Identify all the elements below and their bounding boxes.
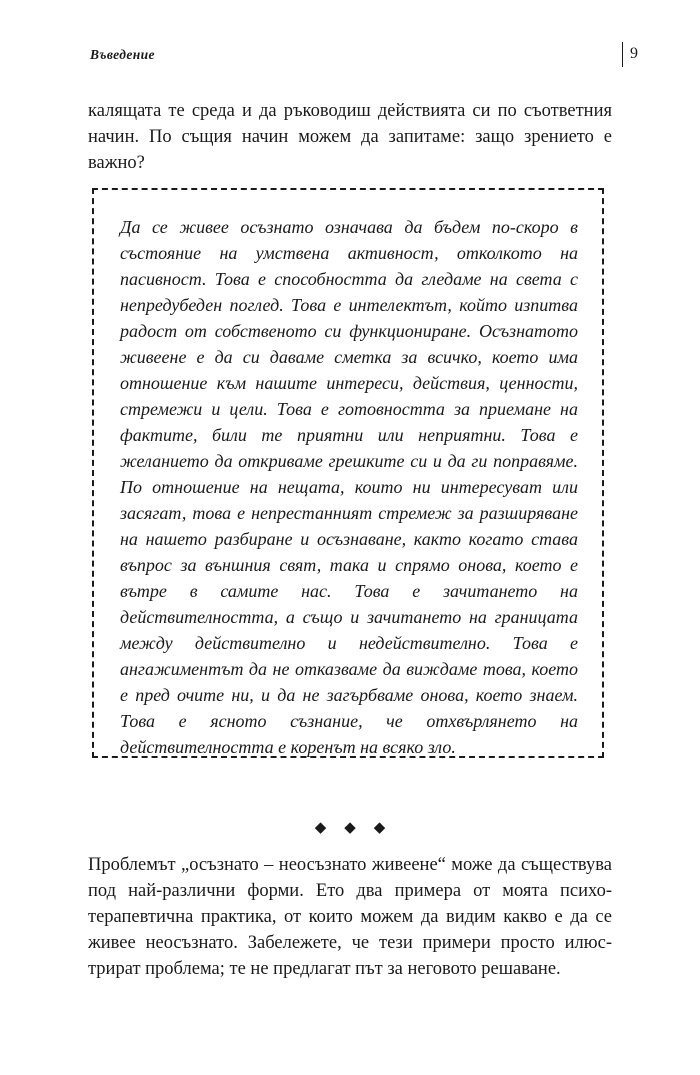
- closing-paragraph: Проблемът „осъзнато – неосъзнато живеене“ може да съществува под най-различни форми. Ето два примера от моята психотерапевтична практика, от които можем да видим какво е да се живее неосъзнато. Забележете, че тези примери просто илюстрират проблема; те не предлагат път за неговото решаване.: [88, 855, 612, 979]
- page-number: 9: [630, 45, 638, 62]
- quote-text: Да се живее осъзнато означава да бъдем по-скоро в състояние на умствена активност, отколкото на пасивност. Това е способността да гледаме на света с непредубеден поглед. Това е интелектът, който изпитва радост от собственото си функциониране. Осъзнатото живеене е да си даваме сметка за всичко, което има отношение към нашите интереси, действия, ценности, стремежи и цели. Това е готовността за приемане на фактите, били те приятни или неприятни. Това е желанието да откриваме грешките си и да ги поправяме. По отношение на нещата, които ни интересуват или засягат, това е непрестанният стремеж за разширяване на нашето разбиране и осъзнаване, както когато става въпрос за външния свят, така и спрямо онова, което е вътре в самите нас. Това е зачитането на действителността, а също и зачитането на границата между действително и недействително. Това е ангажиментът да не отказваме да виждаме това, което е пред очите ни, и да не загърбваме онова, което знаем. Това е ясното съзнание, че отхвърлянето на действителността е коренът на всяко зло.: [120, 217, 578, 757]
- quote-box: [92, 188, 604, 758]
- section-ornament: ◆◆◆: [314, 820, 404, 836]
- running-head: Въведение: [90, 47, 155, 62]
- page-number-divider: [622, 42, 623, 67]
- opening-paragraph: калящата те среда и да ръководиш действията си по съответния начин. По същия начин можем да запитаме: защо зрението е важно?: [88, 101, 612, 173]
